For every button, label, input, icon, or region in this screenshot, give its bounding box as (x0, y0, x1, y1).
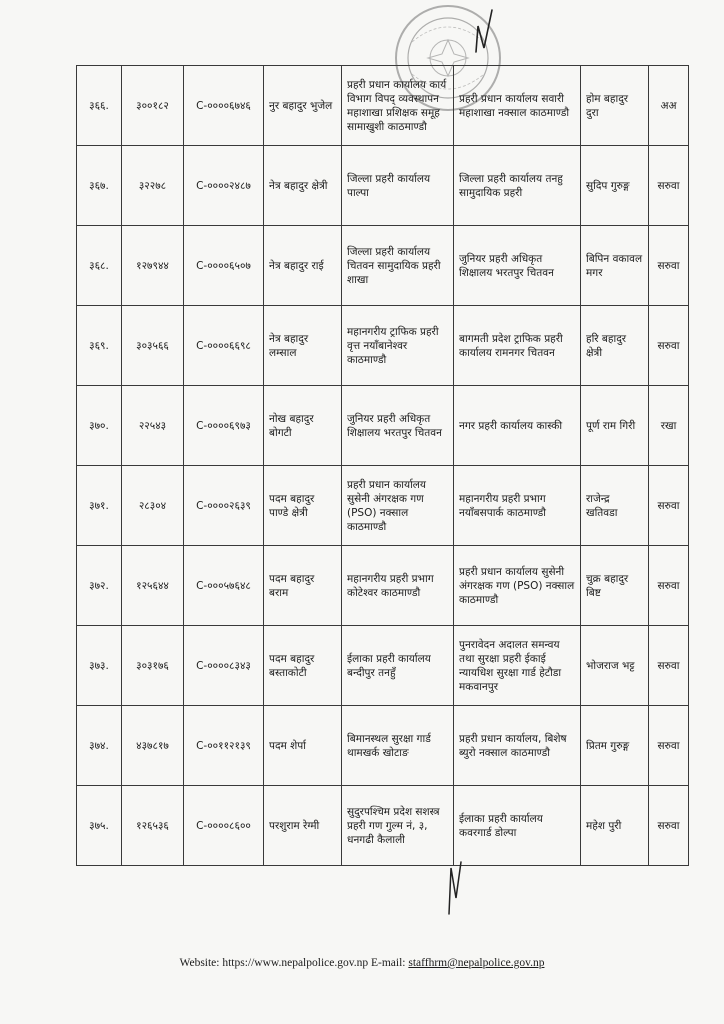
officer-name-cell: भोजराज भट्ट (581, 626, 649, 706)
action-cell: सरुवा (649, 546, 689, 626)
officer-name-cell: सुदिप गुरुङ्ग (581, 146, 649, 226)
personnel-id-cell: २८३०४ (122, 466, 184, 546)
code-number-cell: C-०००५७६४८ (184, 546, 264, 626)
current-office-cell: सुदुरपश्चिम प्रदेश सशस्त्र प्रहरी गण गुल्म नं, ३, धनगढी कैलाली (342, 786, 454, 866)
serial-number-cell: ३६६. (77, 66, 122, 146)
action-cell: सरुवा (649, 146, 689, 226)
current-office-cell: प्रहरी प्रधान कार्यालय सुसेनी अंगरक्षक गण (PSO) नक्साल काठमाण्डौ (342, 466, 454, 546)
signature-mark-top (470, 6, 500, 56)
serial-number-cell: ३७२. (77, 546, 122, 626)
transfer-office-cell: बागमती प्रदेश ट्राफिक प्रहरी कार्यालय रामनगर चितवन (454, 306, 581, 386)
transfer-office-cell: महानगरीय प्रहरी प्रभाग नयाँबसपार्क काठमाण्डौ (454, 466, 581, 546)
transfer-office-cell: जिल्ला प्रहरी कार्यालय तनहु सामुदायिक प्रहरी (454, 146, 581, 226)
officer-name-cell: प्रितम गुरुङ्ग (581, 706, 649, 786)
employee-name-cell: पदम शेर्पा (264, 706, 342, 786)
code-number-cell: C-००००८६०० (184, 786, 264, 866)
action-cell: रखा (649, 386, 689, 466)
employee-name-cell: परशुराम रेग्मी (264, 786, 342, 866)
code-number-cell: C-००००२६३९ (184, 466, 264, 546)
action-cell: सरुवा (649, 226, 689, 306)
personnel-id-cell: १२६५३६ (122, 786, 184, 866)
personnel-id-cell: ३०३५६६ (122, 306, 184, 386)
current-office-cell: महानगरीय प्रहरी प्रभाग कोटेश्वर काठमाण्डौ (342, 546, 454, 626)
transfer-office-cell: नगर प्रहरी कार्यालय कास्की (454, 386, 581, 466)
serial-number-cell: ३७१. (77, 466, 122, 546)
personnel-id-cell: १२७९४४ (122, 226, 184, 306)
code-number-cell: C-००००२४८७ (184, 146, 264, 226)
table-row (77, 226, 689, 306)
code-number-cell: C-००००८३४३ (184, 626, 264, 706)
current-office-cell: जिल्ला प्रहरी कार्यालय चितवन सामुदायिक प्रहरी शाखा (342, 226, 454, 306)
officer-name-cell: बिपिन वकावल मगर (581, 226, 649, 306)
personnel-id-cell: २२५४३ (122, 386, 184, 466)
table-row (77, 786, 689, 866)
roster-body (77, 66, 689, 866)
employee-name-cell: पदम बहादुर पाण्डे क्षेत्री (264, 466, 342, 546)
personnel-id-cell: ३२२७८ (122, 146, 184, 226)
serial-number-cell: ३६९. (77, 306, 122, 386)
transfer-office-cell: पुनरावेदन अदालत समन्वय तथा सुरक्षा प्रहरी ईकाई न्यायधिश सुरक्षा गार्ड हेटौडा मकवानपुर (454, 626, 581, 706)
action-cell: सरुवा (649, 786, 689, 866)
table-row (77, 626, 689, 706)
table-row (77, 66, 689, 146)
employee-name-cell: पदम बहादुर बराम (264, 546, 342, 626)
action-cell: सरुवा (649, 306, 689, 386)
officer-name-cell: राजेन्द्र खतिवडा (581, 466, 649, 546)
transfer-roster-table (76, 65, 689, 866)
current-office-cell: बिमानस्थल सुरक्षा गार्ड थामखर्क खोटाङ (342, 706, 454, 786)
code-number-cell: C-००००६५०७ (184, 226, 264, 306)
employee-name-cell: नेत्र बहादुर राई (264, 226, 342, 306)
employee-name-cell: पदम बहादुर बस्ताकोटी (264, 626, 342, 706)
transfer-office-cell: जुनियर प्रहरी अधिकृत शिक्षालय भरतपुर चितवन (454, 226, 581, 306)
personnel-id-cell: ४३७८१७ (122, 706, 184, 786)
serial-number-cell: ३७३. (77, 626, 122, 706)
code-number-cell: C-००००६७४६ (184, 66, 264, 146)
signature-mark-bottom (445, 858, 465, 918)
serial-number-cell: ३७०. (77, 386, 122, 466)
serial-number-cell: ३७५. (77, 786, 122, 866)
personnel-id-cell: ३०३१७६ (122, 626, 184, 706)
table-row (77, 306, 689, 386)
employee-name-cell: नेत्र बहादुर क्षेत्री (264, 146, 342, 226)
officer-name-cell: हरि बहादुर क्षेत्री (581, 306, 649, 386)
action-cell: सरुवा (649, 466, 689, 546)
serial-number-cell: ३६७. (77, 146, 122, 226)
table-row (77, 386, 689, 466)
code-number-cell: C-००११२१३९ (184, 706, 264, 786)
employee-name-cell: नेत्र बहादुर लम्साल (264, 306, 342, 386)
footer-email-link[interactable]: staffhrm@nepalpolice.gov.np (408, 957, 545, 969)
officer-name-cell: पूर्ण राम गिरी (581, 386, 649, 466)
table-row (77, 706, 689, 786)
action-cell: अअ (649, 66, 689, 146)
employee-name-cell: नोख बहादुर बोगटी (264, 386, 342, 466)
officer-name-cell: होम बहादुर दुरा (581, 66, 649, 146)
current-office-cell: ईलाका प्रहरी कार्यालय बन्दीपुर तनहुँ (342, 626, 454, 706)
footer-website-text: Website: https://www.nepalpolice.gov.np E-mail: (179, 957, 406, 969)
current-office-cell: जुनियर प्रहरी अधिकृत शिक्षालय भरतपुर चितवन (342, 386, 454, 466)
employee-name-cell: नुर बहादुर भुजेल (264, 66, 342, 146)
officer-name-cell: महेश पुरी (581, 786, 649, 866)
personnel-id-cell: १२५६४४ (122, 546, 184, 626)
page-footer (0, 957, 724, 969)
code-number-cell: C-००००६९७३ (184, 386, 264, 466)
current-office-cell: महानगरीय ट्राफिक प्रहरी वृत्त नयाँबानेश्वर काठमाण्डौ (342, 306, 454, 386)
serial-number-cell: ३६८. (77, 226, 122, 306)
transfer-office-cell: ईलाका प्रहरी कार्यालय कवरगार्ड डोल्पा (454, 786, 581, 866)
serial-number-cell: ३७४. (77, 706, 122, 786)
current-office-cell: जिल्ला प्रहरी कार्यालय पाल्पा (342, 146, 454, 226)
code-number-cell: C-००००६६९८ (184, 306, 264, 386)
transfer-office-cell: प्रहरी प्रधान कार्यालय सुसेनी अंगरक्षक गण (PSO) नक्साल काठमाण्डौ (454, 546, 581, 626)
table-row (77, 146, 689, 226)
table-row (77, 466, 689, 546)
action-cell: सरुवा (649, 706, 689, 786)
action-cell: सरुवा (649, 626, 689, 706)
transfer-office-cell: प्रहरी प्रधान कार्यालय सवारी महाशाखा नक्साल काठमाण्डौ (454, 66, 581, 146)
faded-header-bleed (70, 0, 690, 60)
table-row (77, 546, 689, 626)
current-office-cell: प्रहरी प्रधान कार्यालय कार्य विभाग विपद् व्यवस्थापन महाशाखा प्रशिक्षक समूह सामाखुशी काठमाण्डौ (342, 66, 454, 146)
transfer-office-cell: प्रहरी प्रधान कार्यालय, बिशेष ब्युरो नक्साल काठमाण्डौ (454, 706, 581, 786)
personnel-id-cell: ३००१८२ (122, 66, 184, 146)
officer-name-cell: चुक्र बहादुर बिष्ट (581, 546, 649, 626)
